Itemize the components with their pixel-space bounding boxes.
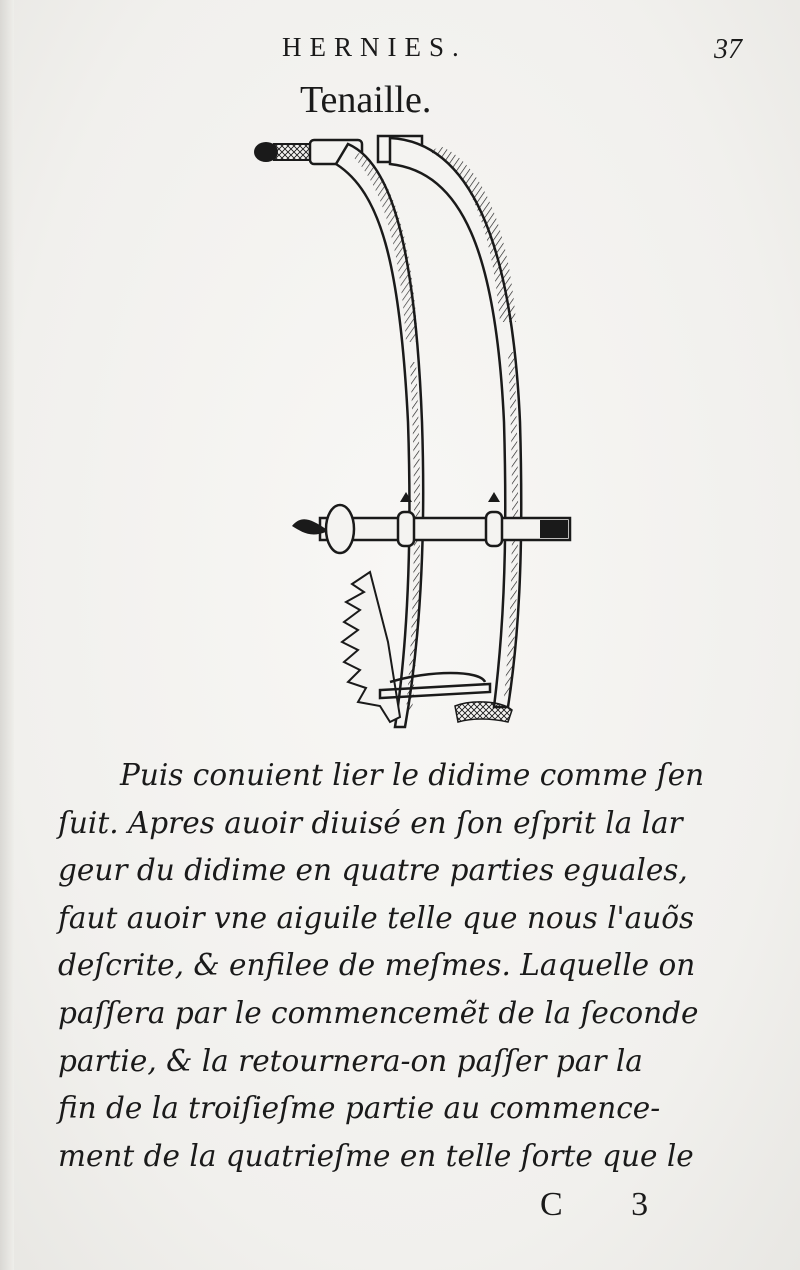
page-number: 37 bbox=[714, 34, 742, 65]
body-line: faut auoir vne aiguile telle que nous l'auõs bbox=[58, 900, 695, 935]
body-line: fin de la troiſieſme partie au commence- bbox=[58, 1091, 661, 1126]
tenaille-woodcut bbox=[240, 122, 590, 742]
figure-title: Tenaille. bbox=[300, 79, 432, 121]
body-line: ment de la quatrieſme en telle ſorte que le bbox=[58, 1138, 694, 1173]
body-line: partie, & la retournera-on paſſer par la bbox=[58, 1043, 643, 1078]
body-line: geur du didime en quatre parties eguales, bbox=[58, 853, 688, 888]
crossbar-screw bbox=[292, 492, 570, 553]
body-line: ſuit. Apres auoir diuisé en ſon eſprit la lar bbox=[58, 805, 683, 840]
signature-mark: C 3 bbox=[540, 1186, 679, 1223]
body-text bbox=[58, 752, 770, 1180]
running-head: HERNIES. bbox=[282, 32, 467, 62]
page-gutter-shadow bbox=[0, 0, 14, 1270]
body-line: Puis conuient lier le didime comme ſen bbox=[120, 758, 705, 792]
body-line: paſſera par le commencemẽt de la ſeconde bbox=[58, 995, 699, 1030]
serrated-jaw bbox=[342, 572, 400, 722]
body-line: deſcrite, & enfilee de meſmes. Laquelle on bbox=[58, 948, 696, 983]
